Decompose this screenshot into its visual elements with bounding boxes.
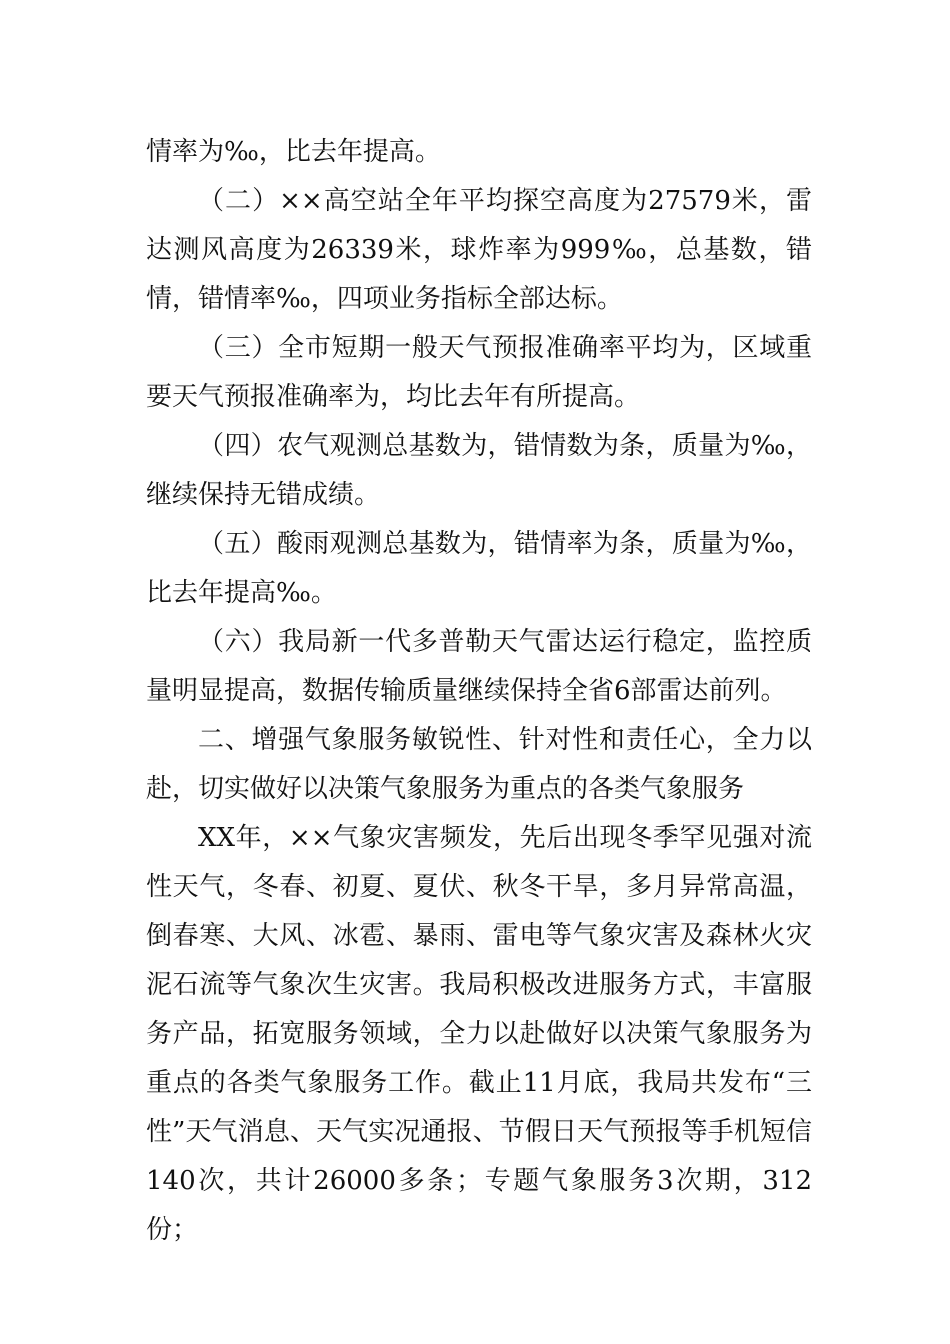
paragraph-continuation: 情率为‰，比去年提高。 xyxy=(146,137,441,167)
document-body xyxy=(146,128,812,1255)
paragraph-item-5: （五）酸雨观测总基数为，错情率为条，质量为‰，比去年提高‰。 xyxy=(146,529,812,608)
paragraph-item-3: （三）全市短期一般天气预报准确率平均为，区域重要天气预报准确率为，均比去年有所提高。 xyxy=(146,333,812,412)
paragraph-item-6: （六）我局新一代多普勒天气雷达运行稳定，监控质量明显提高，数据传输质量继续保持全省6部雷达前列。 xyxy=(146,627,812,706)
section-heading-2: 二、增强气象服务敏锐性、针对性和责任心，全力以赴，切实做好以决策气象服务为重点的各类气象服务 xyxy=(146,725,812,804)
paragraph-item-4: （四）农气观测总基数为，错情数为条，质量为‰，继续保持无错成绩。 xyxy=(146,431,812,510)
paragraph-section-2-body: XX年，××气象灾害频发，先后出现冬季罕见强对流性天气，冬春、初夏、夏伏、秋冬干旱，多月异常高温，倒春寒、大风、冰雹、暴雨、雷电等气象灾害及森林火灾泥石流等气象次生灾害。我局积极改进服务方式，丰富服务产品，拓宽服务领域，全力以赴做好以决策气象服务为重点的各类气象服务工作。截止11月底，我局共发布“三性”天气消息、天气实况通报、节假日天气预报等手机短信140次，共计26000多条；专题气象服务3次期，312份； xyxy=(146,823,812,1245)
paragraph-item-2: （二）××高空站全年平均探空高度为27579米，雷达测风高度为26339米，球炸率为999‰，总基数，错情，错情率‰，四项业务指标全部达标。 xyxy=(146,186,812,314)
